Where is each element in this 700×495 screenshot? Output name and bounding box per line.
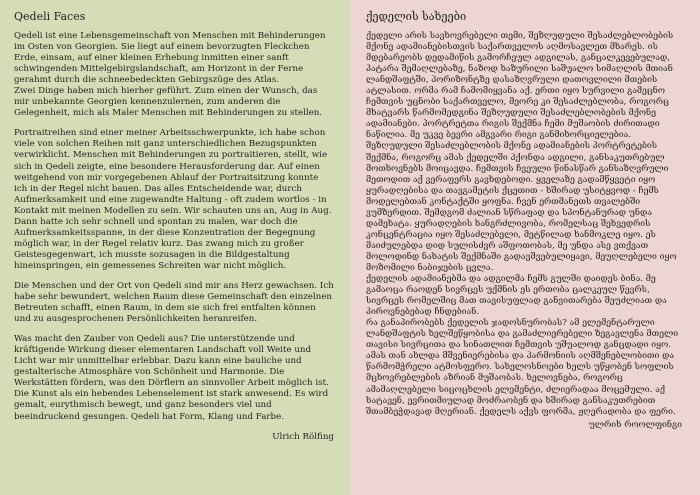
german-paragraph-3: Die Menschen und der Ort von Qedeli sind mir ans Herz gewachsen. Ich habe sehr bewundert, welchen Raum diese Gemeinschaft den einzelnen Betreuten schafft, einen Raum, in dem sie sich frei entfalten können und zu ausgesprochenen Persönlichkeiten heranreifen. xyxy=(14,280,334,325)
georgian-signature: ულრიხ როოლფინგი xyxy=(588,419,682,430)
georgian-title: ქედელის სახეები xyxy=(366,10,467,23)
georgian-paragraph-3: რა განაპირობებს ქედელის ჯადოსნურობას? ამ ელემენტარული ლანდშაფტის ხელშეწყობისა და გამაძლიერებელი ზეგავლენა მთელი თავისი სივრცითა და სინათლით ჩემთვის უშუალოდ განცდადი იყო. ამას თან ახლდა მშვენიერებისა და ჰარმონიის აღმშენებლობითი და წარმომჭრელი ატმოსფერო. სახელოსნოები ხელს უწყობენ სოფლის მცხოვრებლების აზრიან მუშაობას. ხელოვნება, როგორც ამამაღლებელი სიცოცხლის ელემენტი, ძლიერადაა მოცემული. აქ ხატავენ, ევრითმიულად მოძრაობენ და ხშირად განსაკუთრებით შთამბეჭდავად მღერიან. ქედელს აქვს ფორმა, ჟღერადობა და ფერი. xyxy=(366,318,679,417)
german-paragraph-1: Qedeli ist eine Lebensgemeinschaft von Menschen mit Behinderungen im Osten von Georgien. Sie liegt auf einem bevorzugten Fleckchen Erde, einsam, auf einer kleinen Erhebung inmitten einer sanft schwingenden Mittelgebirgslandschaft, am Horizont in der Ferne gerahmt durch die schneebedeckten Gebirgszüge des Atlas. Zwei Dinge haben mich hierher geführt. Zum einen der Wunsch, das mir unbekannte Georgien kennenzulernen, zum anderen die Gelegenheit, mich als Maler Menschen mit Behinderungen zu stellen. xyxy=(14,31,326,119)
german-paragraph-4: Was macht den Zauber von Qedeli aus? Die unterstützende und kräftigende Wirkung dieser elementaren Landschaft voll Weite und Licht war mir unmittelbar erlebbar. Dazu kann eine bauliche und gestalterische Atmosphäre von Schönheit und Harmonie. Die Werkstätten fördern, was den Dörflern an sinnvoller Arbeit möglich ist. Die Kunst als ein hebendes Lebenselement ist stark anwesend. Es wird gemalt, eurythmisch bewegt, und ganz besonders viel und beeindruckend gesungen. Qedeli hat Form, Klang und Farbe. xyxy=(14,334,329,422)
georgian-paragraph-1: ქედელი არის სავხოვრებელი თემი, შეზღუდული შესაძლებლობების მქონე ადამიანებისთვის საქართველოს აღმოსავლეთ მხარეს. ის მდებარეობს დედამიწის გამორჩეულ ადგილას, განცალკევებულად, პატარა შემაღლებაზე, ნაზოდ ხაზურილი საშუალო სიმაღლის მთიან ლანდშაფტში, ჰორიზონტზე დასაზღვრული დათოვლილი მთების ატლასით. ორმა რამ ჩამომიყვანა აქ. ერთი იყო სურვილი გამეცნო ჩემთვის უცნობი საქართველო, მეორე კი შესაძლებლობა, როგორც მხატვარს წარმომედგინა შეზღუდული შესაძლებლობების მქონე ადამიანები. პორტრეტთა რიგის შექმნა ჩემი მუშაობის ძირითადი ნაწილია. მე უკვე ბევრი ამგვარი რიგი განმიხორციელებია. შეზღუდული შესაძლებლობის მქონე ადამიანების პორტრეტების შექმნა, როგორც ამას ქედელში ჰქონდა ადგილი, განსაკუთრებულ მოთხოვნებს მოიცავდა. ჩემთვის ჩვეული წინასწარ განსაზღვრული მეთოდით აქ ვერაფერს გავხდებოდი. ყველაზე გადამწყვეტი იყო ყურადღებისა და თავგამეტის ქცეთით - ხშირად უსიტყვოდ - ჩემს მოდელებთან კონტაქტში ყოფნა. ჩვენ ერთმანეთს თვალებში ვუმზერდით. შემდგომ ძალიან სწრაფად და სპონტანურად უნდა დამეხატა. ყურადღების ხანგრძლივობა, რომელსაც შეხვედრის კონცენტრაცია იყო შესაძლებელი, მეტწილად ხანმოკლე იყო. ეს მაიძულებდა დიდ სულისძვრ აშფოთობას, მე უნდა ასე ვთქვათ მოლოდინდ ნახატის შექმნაში გადავშვებულიყავი, მეუღლებელი იყო მოზომილი ნაბიჯების ცვლა. xyxy=(366,31,677,273)
german-title: Qedeli Faces xyxy=(14,10,86,23)
german-signature: Ulrich Rölfing xyxy=(272,431,334,442)
georgian-column xyxy=(350,0,700,495)
georgian-paragraph-2: ქედელის ადამიანებმა და ადგილმა ჩემს გულში დაიდეს ბინა. მე გამაოცა რაოდენ სივრცეს უქმნის ეს ერთობა ცალკეულ წევრს, სივრცეს რომელშიც მათ თავისუფლად განვითარება შეუძლიათ და პიროვნებებად ჩნდებიან. xyxy=(366,274,667,318)
german-paragraph-2: Portraitreihen sind einer meiner Arbeitsschwerpunkte, ich habe schon viele von solchen Reihen mit ganz unterschiedlichen Bezugspunkten verwirklicht. Menschen mit Behinderungen zu portraitieren, stellt, wie sich in Qedeli zeigte, eine besondere Herausforderung dar. Auf einen weitgehend von mir vorgegebenen Ablauf der Portraitsitzung konnte ich in der Regel nicht bauen. Das alles Entscheidende war, durch Aufmerksamkeit und eine zugewandte Haltung - oft zudem wortlos - in Kontakt mit meinen Modellen zu sein. Wir schauten uns an, Aug in Aug. Dann hatte ich sehr schnell und spontan zu malen, war doch die Aufmerksamkeitsspanne, in der diese Konzentration der Begegnung möglich war, in der Regel relativ kurz. Das zwang mich zu großer Geistesgegenwart, ich musste sozusagen in die Bildgestaltung hineinspringen, ein gemessenes Schreiten war nicht möglich. xyxy=(14,128,332,271)
